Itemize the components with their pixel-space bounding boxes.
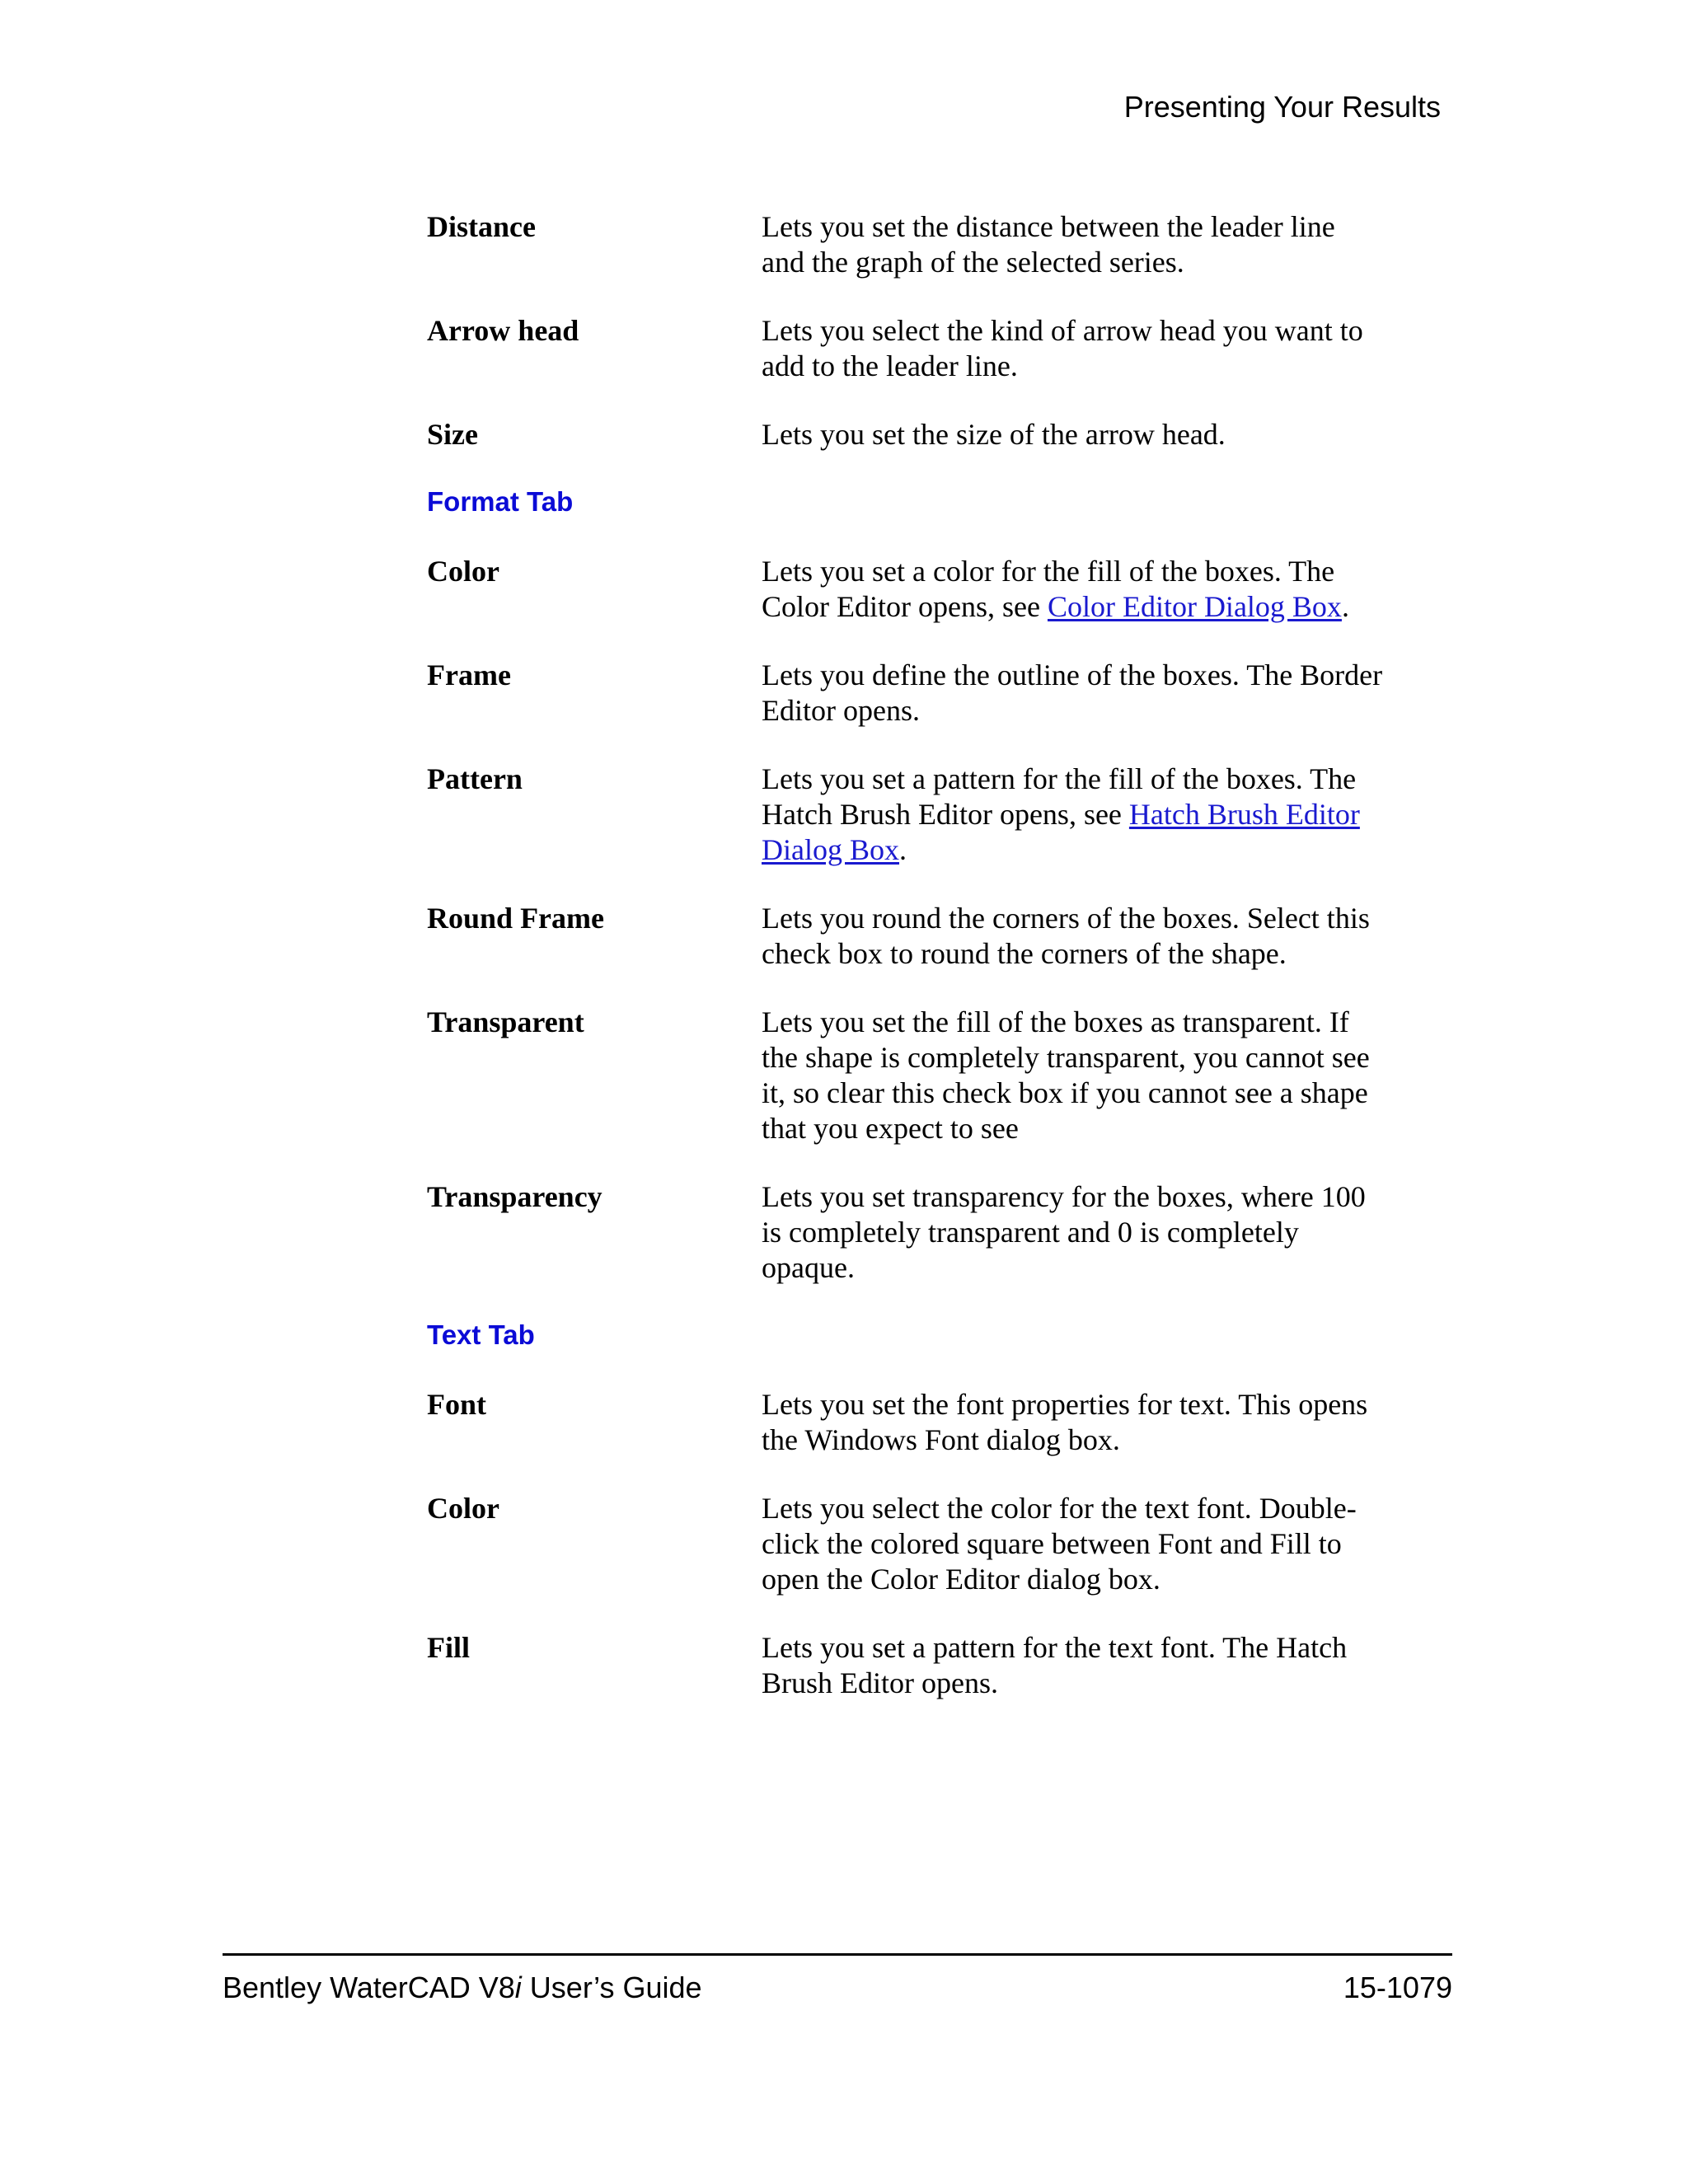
term-description: Lets you select the kind of arrow head you want to add to the leader line.: [762, 314, 1363, 382]
term-label: Distance: [427, 210, 536, 243]
guide-title-suffix: User’s Guide: [521, 1971, 702, 2004]
term-label: Round Frame: [427, 902, 604, 935]
term-label: Frame: [427, 658, 511, 691]
term-description: Lets you set transparency for the boxes, where 100 is completely transparent and 0 is completely opaque.: [762, 1180, 1366, 1284]
term-description: Lets you set the distance between the leader line and the graph of the selected series.: [762, 210, 1335, 279]
hatch-brush-editor-dialog-box-link[interactable]: Hatch Brush Editor Dialog Box: [762, 798, 1360, 866]
term-label: Size: [427, 418, 478, 451]
definition-row-round-frame: [427, 901, 1383, 972]
term-label: Arrow head: [427, 314, 579, 347]
term-label: Font: [427, 1388, 486, 1421]
section-heading-text-tab: Text Tab: [427, 1319, 535, 1350]
footer-divider: [223, 1953, 1452, 1956]
term-description: [762, 554, 1383, 625]
definition-row-frame: [427, 658, 1383, 729]
term-description: Lets you set a pattern for the text font. The Hatch Brush Editor opens.: [762, 1631, 1348, 1699]
term-label: Color: [427, 1492, 499, 1525]
term-description: [762, 762, 1383, 868]
term-description: Lets you round the corners of the boxes. Select this check box to round the corners of the shape.: [762, 902, 1370, 970]
definition-row-fill: [427, 1630, 1383, 1701]
definition-row-font: [427, 1387, 1383, 1458]
definition-row-size: [427, 417, 1383, 452]
description-text: Lets you set a pattern for the fill of the boxes. The Hatch Brush Editor opens, see: [762, 762, 1357, 831]
definition-row-pattern: [427, 762, 1383, 868]
guide-title-prefix: Bentley WaterCAD V8: [223, 1971, 515, 2004]
description-text: .: [899, 833, 907, 866]
running-header: Presenting Your Results: [1123, 90, 1441, 124]
definition-row-arrow-head: [427, 313, 1383, 384]
definition-row-transparency: [427, 1179, 1383, 1286]
term-label: Color: [427, 555, 499, 588]
footer-guide-title: [223, 1970, 702, 2005]
term-description: Lets you set the font properties for text. This opens the Windows Font dialog box.: [762, 1388, 1368, 1456]
definition-row-transparent: [427, 1005, 1383, 1146]
guide-title-italic: i: [514, 1971, 522, 2004]
color-editor-dialog-box-link[interactable]: Color Editor Dialog Box: [1047, 590, 1342, 623]
term-label: Pattern: [427, 762, 523, 795]
term-description: Lets you define the outline of the boxes. The Border Editor opens.: [762, 658, 1383, 727]
term-description: Lets you select the color for the text font. Double-click the colored square between Font and Fill to open the Color Editor dialog box.: [762, 1492, 1357, 1596]
description-text: .: [1341, 590, 1349, 623]
definition-list: [427, 209, 1383, 1701]
term-description: Lets you set the fill of the boxes as transparent. If the shape is completely transparent, you cannot see it, so clear this check box if you cannot see a shape that you expect to see: [762, 1005, 1370, 1145]
section-heading-format-tab: Format Tab: [427, 486, 574, 517]
description-text: Lets you set a color for the fill of the boxes. The Color Editor opens, see: [762, 555, 1335, 623]
term-label: Transparent: [427, 1005, 584, 1038]
definition-row-color: [427, 554, 1383, 625]
definition-row-distance: [427, 209, 1383, 280]
term-label: Transparency: [427, 1180, 603, 1213]
term-description: Lets you set the size of the arrow head.: [762, 418, 1226, 451]
definition-row-text-color: [427, 1491, 1383, 1597]
page-number: 15-1079: [1343, 1971, 1452, 2004]
term-label: Fill: [427, 1631, 470, 1664]
